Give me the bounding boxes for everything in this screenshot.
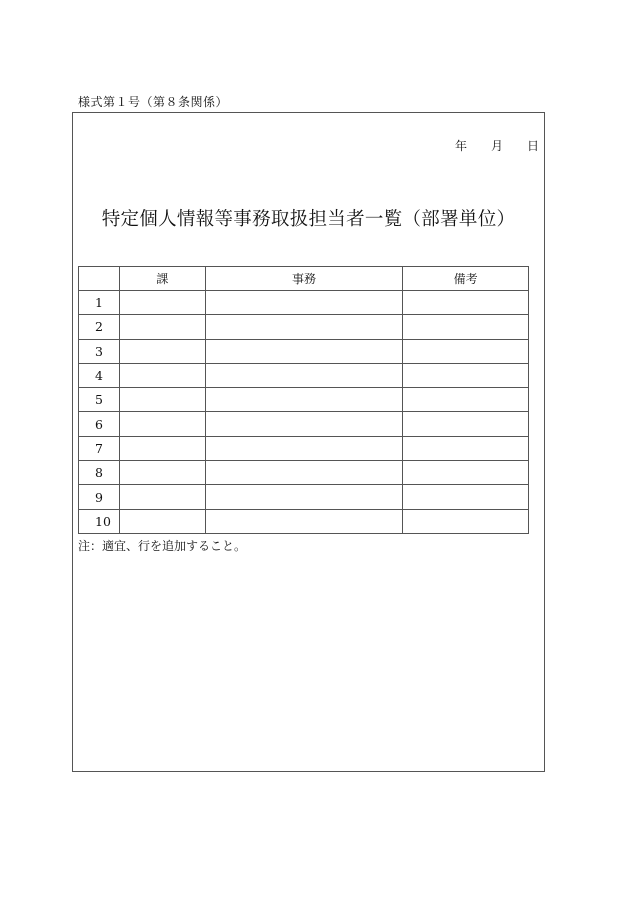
header-number	[79, 267, 120, 291]
task-cell	[205, 436, 403, 460]
header-section: 課	[119, 267, 205, 291]
row-number: 4	[79, 363, 120, 387]
task-cell	[205, 412, 403, 436]
row-number: 9	[79, 485, 120, 509]
remarks-cell	[403, 485, 529, 509]
form-number-label: 様式第１号（第８条関係）	[78, 95, 229, 109]
section-cell	[119, 363, 205, 387]
table-header-row	[79, 267, 529, 291]
header-task: 事務	[205, 267, 403, 291]
row-number: 6	[79, 412, 120, 436]
date-year-label: 年	[454, 139, 467, 153]
task-cell	[205, 291, 403, 315]
section-cell	[119, 509, 205, 533]
remarks-cell	[403, 461, 529, 485]
row-number: 7	[79, 436, 120, 460]
section-cell	[119, 436, 205, 460]
row-number: 1	[79, 291, 120, 315]
task-cell	[205, 461, 403, 485]
table-row	[79, 388, 529, 412]
remarks-cell	[403, 315, 529, 339]
section-cell	[119, 315, 205, 339]
date-day-label: 日	[526, 139, 539, 153]
task-cell	[205, 363, 403, 387]
task-cell	[205, 509, 403, 533]
section-cell	[119, 412, 205, 436]
table-row	[79, 339, 529, 363]
task-cell	[205, 485, 403, 509]
row-number: 8	[79, 461, 120, 485]
staff-registry-table	[78, 266, 529, 534]
task-cell	[205, 315, 403, 339]
date-line	[455, 137, 539, 154]
table-row	[79, 291, 529, 315]
task-cell	[205, 388, 403, 412]
section-cell	[119, 339, 205, 363]
remarks-cell	[403, 412, 529, 436]
table-row	[79, 315, 529, 339]
remarks-cell	[403, 363, 529, 387]
date-month-label: 月	[490, 139, 503, 153]
row-number: 3	[79, 339, 120, 363]
remarks-cell	[403, 339, 529, 363]
remarks-cell	[403, 291, 529, 315]
footnote: 注：適宜、行を追加すること。	[78, 539, 247, 553]
table-row	[79, 436, 529, 460]
table-row	[79, 509, 529, 533]
task-cell	[205, 339, 403, 363]
section-cell	[119, 461, 205, 485]
table-row	[79, 461, 529, 485]
row-number: 2	[79, 315, 120, 339]
remarks-cell	[403, 388, 529, 412]
section-cell	[119, 291, 205, 315]
section-cell	[119, 388, 205, 412]
remarks-cell	[403, 436, 529, 460]
header-remarks: 備考	[403, 267, 529, 291]
section-cell	[119, 485, 205, 509]
row-number: 10	[79, 509, 120, 533]
table-row	[79, 485, 529, 509]
table-row	[79, 363, 529, 387]
remarks-cell	[403, 509, 529, 533]
row-number: 5	[79, 388, 120, 412]
table-row	[79, 412, 529, 436]
document-title: 特定個人情報等事務取扱担当者一覧（部署単位）	[101, 209, 516, 230]
